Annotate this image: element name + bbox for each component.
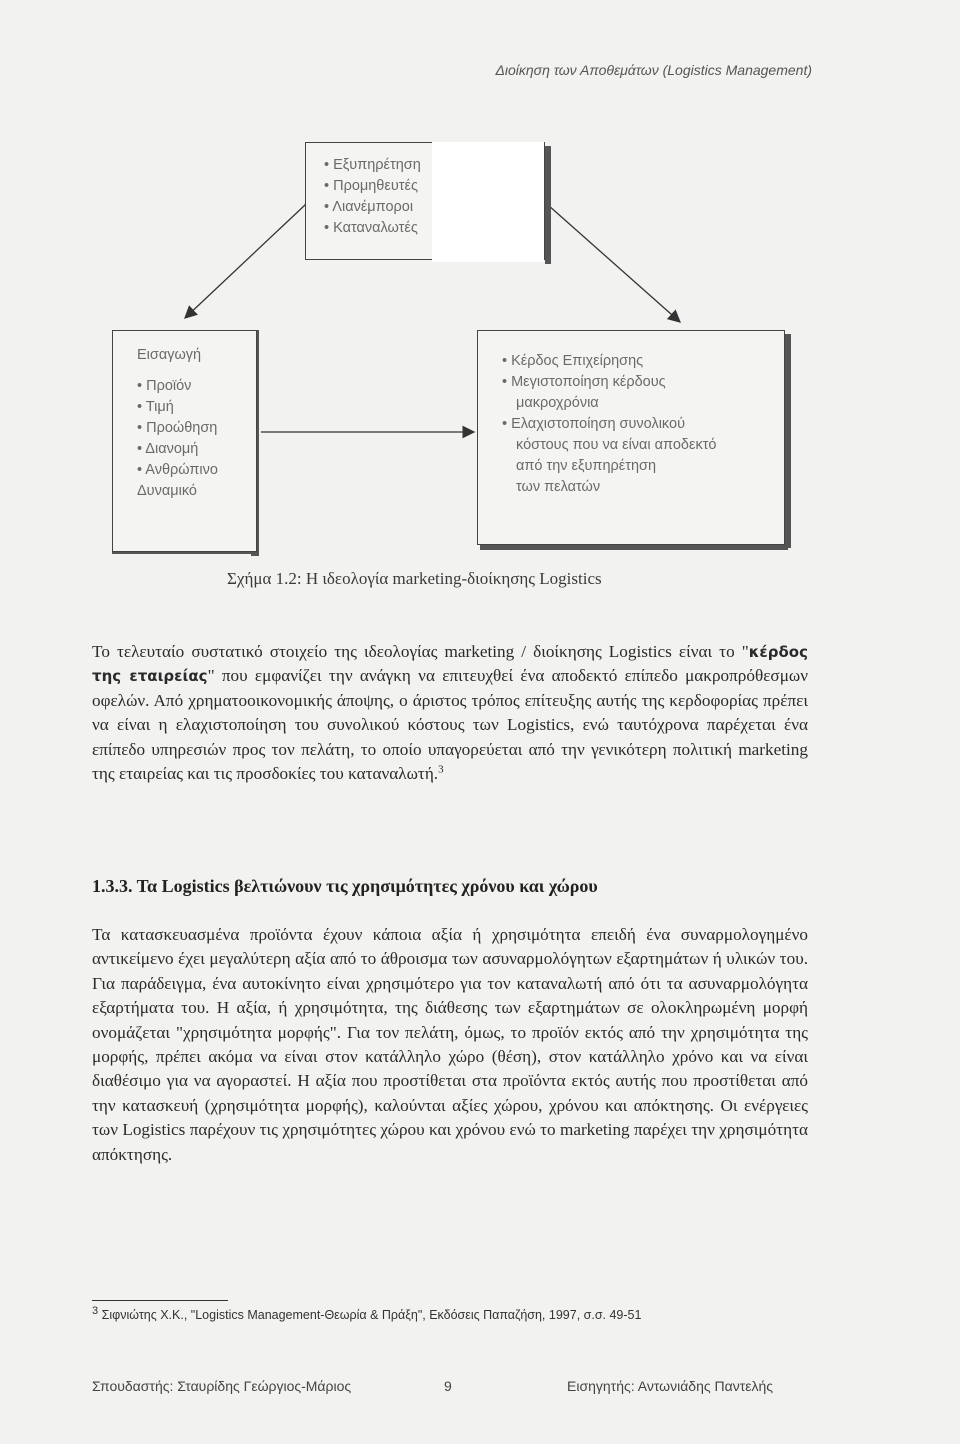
left-box-item: Δυναμικό [137, 483, 197, 499]
top-box-item: • Προμηθευτές [324, 178, 418, 194]
right-box [477, 330, 785, 545]
left-box [112, 330, 257, 552]
left-box-item: • Προϊόν [137, 378, 192, 394]
paragraph-utilities: Τα κατασκευασμένα προϊόντα έχουν κάποια αξία ή χρησιμότητα επειδή ένα συναρμολογημένο αντικείμενο έχει μεγαλύτερη αξία από το άθροισμα των ασυναρμολόγητων εξαρτημάτων ή υλικών του. Για παράδειγμα, ένα αυτοκίνητο είναι χρησιμότερο για τον καταναλωτή από ότι τα ασυναρμολόγητα εξαρτήματα του. Η αξία, ή χρησιμότητα, της διάθεσης των εξαρτημάτων σε ολοκληρωμένη μορφή ονομάζεται "χρησιμότητα μορφής". Για τον πελάτη, όμως, το προϊόν εκτός από την χρησιμότητα της μορφής, πρέπει ακόμα να είναι στον κατάλληλο χώρο (θέση), στον κατάλληλο χρόνο και να είναι διαθέσιμο για να αγοραστεί. Η αξία που προστίθεται στα προϊόντα εκτός αυτής που προστίθεται από την κατασκευή (χρησιμότητα μορφής), καλούνται αξίες χώρου, χρόνου και απόκτησης. Οι ενέργειες των Logistics παρέχουν τις χρησιμότητες χώρου και χρόνου ενώ το marketing παρέχει την χρησιμότητα απόκτησης. [92, 925, 808, 1164]
top-box-item: • Καταναλωτές [324, 220, 418, 236]
right-box-item: κόστους που να είναι αποδεκτό [516, 437, 717, 453]
section-heading: 1.3.3. Τα Logistics βελτιώνουν τις χρησιμότητες χρόνου και χώρου [92, 876, 598, 896]
paragraph-text: Το τελευταίο συστατικό στοιχείο της ιδεολογίας marketing / διοίκησης Logistics είναι το " [92, 642, 749, 661]
figure-caption: Σχήμα 1.2: Η ιδεολογία marketing-διοίκησης Logistics [227, 569, 602, 588]
right-box-item: • Κέρδος Επιχείρησης [502, 353, 644, 369]
left-box-item: • Προώθηση [137, 420, 218, 436]
top-box-item: • Εξυπηρέτηση [324, 157, 421, 173]
footnote-number: 3 [92, 1304, 99, 1317]
bold-term: κέρδος της εταιρείας [92, 643, 808, 686]
right-box-item: από την εξυπηρέτηση [516, 458, 657, 474]
top-box-item: • Λιανέμποροι [324, 199, 414, 215]
arrow-top-to-right [548, 205, 680, 322]
left-box-title: Εισαγωγή [137, 347, 202, 363]
top-box-white-patch [432, 142, 544, 262]
right-box-item: • Ελαχιστοποίηση συνολικού [502, 416, 685, 432]
footer-student: Σπουδαστής: Σταυρίδης Γεώργιος-Μάριος [92, 1378, 352, 1394]
paragraph-text: " που εμφανίζει την ανάγκη να επιτευχθεί ένα αποδεκτό επίπεδο μακροπρόθεσμων οφελών. Από χρηματοοικονομικής άποψης, ο άριστος τρόπος επίτευξης αυτής της κερδοφορίας πρέπει να είναι η ελαχιστοποίηση του συνολικού κόστους των Logistics, ενώ ταυτόχρονα παρέχεται ένα επίπεδο υπηρεσιών προς τον πελάτη, το οποίο υπαγορεύεται από την γενικότερη πολιτική marketing της εταιρείας και τις προσδοκίες του καταναλωτή. [92, 666, 808, 784]
left-box-item: • Τιμή [137, 399, 174, 415]
right-box-item: των πελατών [516, 479, 601, 495]
left-box-item: • Ανθρώπινο [137, 462, 218, 478]
right-box-item: • Μεγιστοποίηση κέρδους [502, 374, 666, 390]
footnote-text: Σιφνιώτης Χ.Κ., "Logistics Management-Θεωρία & Πράξη", Εκδόσεις Παπαζήση, 1997, σ.σ. 49-51 [101, 1308, 642, 1322]
footnote-ref: 3 [438, 763, 444, 776]
footer-supervisor: Εισηγητής: Αντωνιάδης Παντελής [567, 1378, 774, 1394]
page-number: 9 [444, 1378, 452, 1394]
footnote [92, 1304, 642, 1322]
left-box-item: • Διανομή [137, 441, 199, 457]
arrow-top-to-left [185, 205, 305, 318]
paragraph-profit [92, 640, 808, 786]
right-box-item: μακροχρόνια [516, 395, 599, 411]
footnote-rule [92, 1300, 228, 1301]
running-header: Διοίκηση των Αποθεμάτων (Logistics Management) [495, 62, 812, 78]
